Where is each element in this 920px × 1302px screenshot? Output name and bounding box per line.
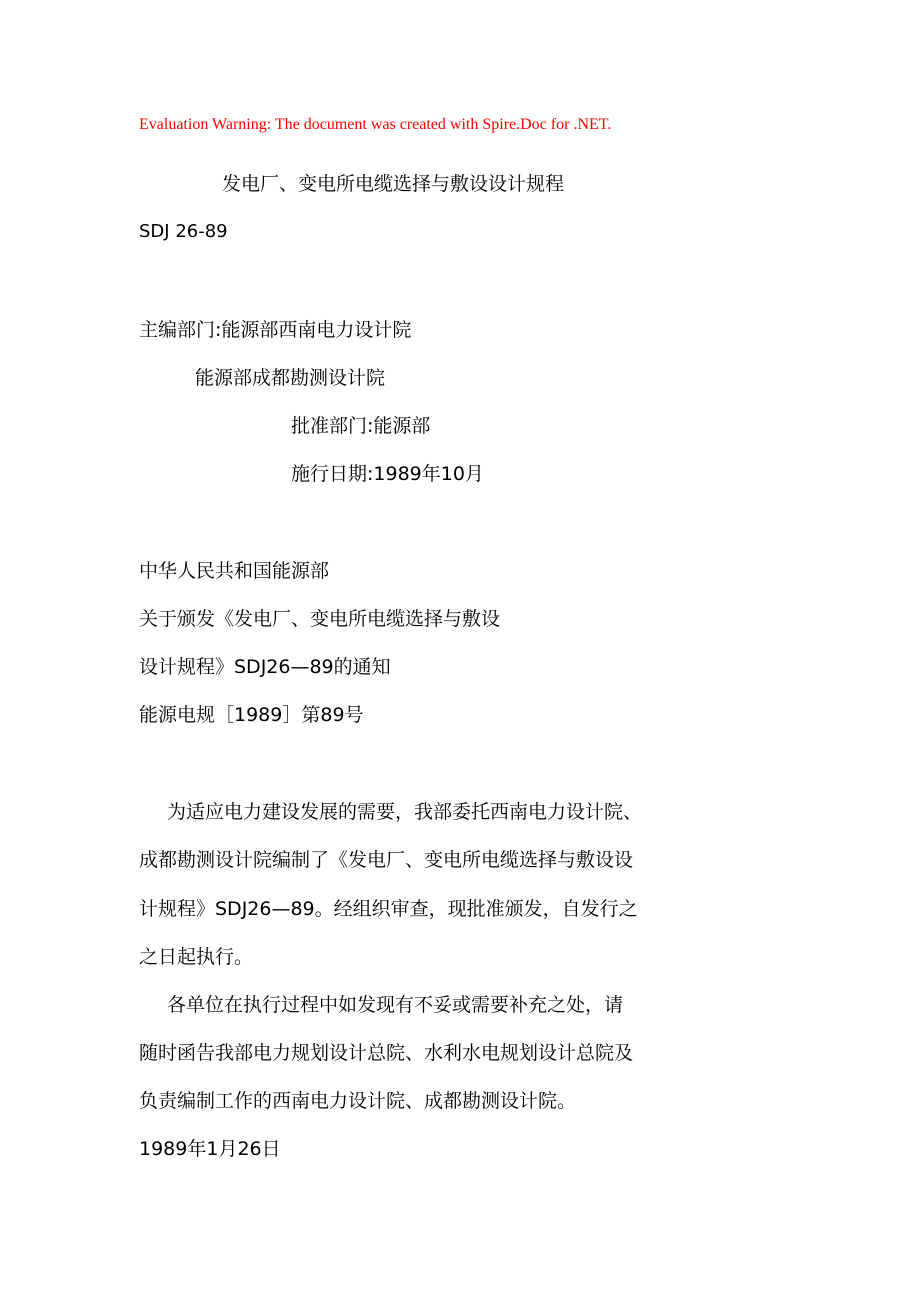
notice-subject-line-1: 关于颁发《发电厂、变电所电缆选择与敷设 — [139, 608, 501, 630]
body-line-4: 之日起执行。 — [139, 946, 254, 968]
standard-code: SDJ 26-89 — [139, 221, 228, 242]
chief-editor-line: 主编部门:能源部西南电力设计院 — [139, 319, 412, 341]
body-line-3: 计规程》SDJ26—89。经组织审查，现批准颁发，自发行之 — [139, 898, 638, 920]
document-title: 发电厂、变电所电缆选择与敷设设计规程 — [222, 173, 565, 195]
body-line-1: 为适应电力建设发展的需要，我部委托西南电力设计院、 — [167, 801, 643, 823]
issue-date: 1989年1月26日 — [139, 1138, 281, 1160]
body-line-5: 各单位在执行过程中如发现有不妥或需要补充之处，请 — [167, 994, 624, 1016]
notice-subject-line-2: 设计规程》SDJ26—89的通知 — [139, 656, 391, 678]
co-editor-line: 能源部成都勘测设计院 — [195, 367, 386, 389]
body-line-6: 随时函告我部电力规划设计总院、水利水电规划设计总院及 — [139, 1042, 634, 1064]
evaluation-warning: Evaluation Warning: The document was created with Spire.Doc for .NET. — [139, 116, 612, 133]
body-line-2: 成都勘测设计院编制了《发电厂、变电所电缆选择与敷设设 — [139, 849, 634, 871]
notice-issuer: 中华人民共和国能源部 — [139, 560, 330, 582]
effective-date-line: 施行日期:1989年10月 — [291, 463, 484, 485]
approver-line: 批准部门:能源部 — [291, 415, 431, 437]
body-line-7: 负责编制工作的西南电力设计院、成都勘测设计院。 — [139, 1090, 577, 1112]
notice-reference-number: 能源电规［1989］第89号 — [139, 704, 364, 726]
